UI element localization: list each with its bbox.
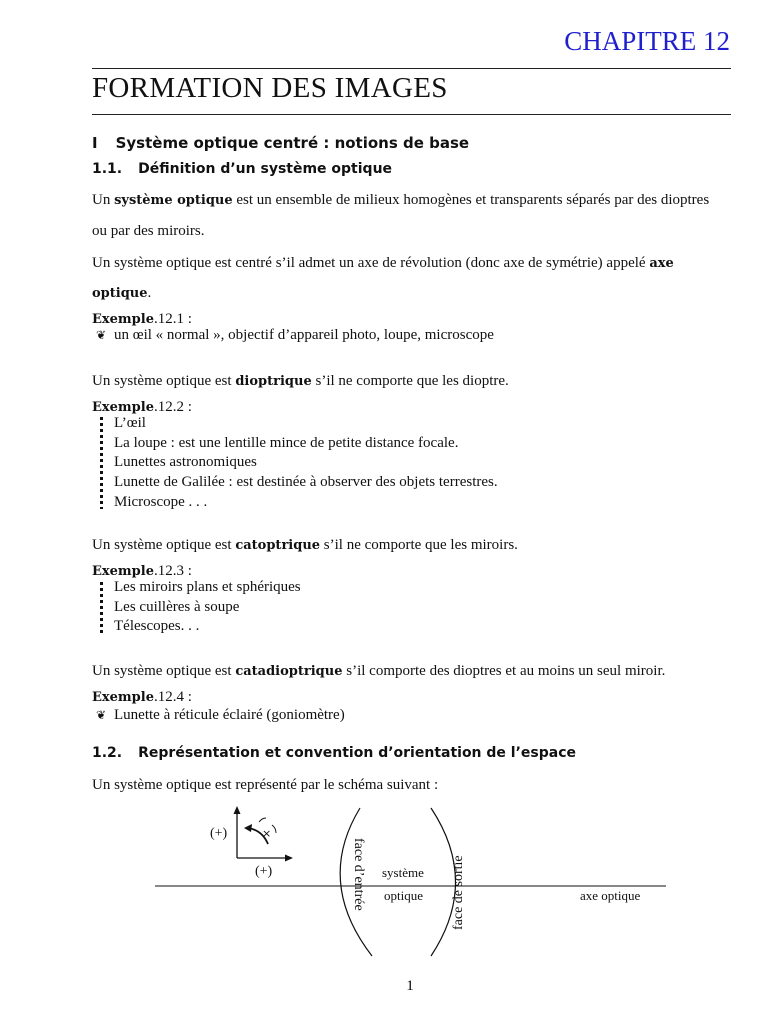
subsection-title: Représentation et convention d’orientation de l’espace bbox=[138, 745, 577, 761]
list-item bbox=[114, 473, 498, 493]
text-run: s’il ne comporte que les miroirs. bbox=[320, 537, 518, 553]
wavy-bracket-icon bbox=[100, 417, 103, 509]
example-number: .12.2 : bbox=[154, 399, 192, 415]
optical-system-diagram bbox=[0, 800, 768, 970]
list-item-text: Microscope . . . bbox=[114, 493, 208, 510]
list-item bbox=[96, 326, 494, 346]
term-dioptrique: dioptrique bbox=[235, 374, 312, 389]
example-list-12-2 bbox=[114, 414, 498, 512]
text-run: . bbox=[147, 285, 152, 301]
subsection-number: 1.1. bbox=[92, 161, 123, 177]
example-list-12-3 bbox=[114, 578, 301, 637]
subsection-number: 1.2. bbox=[92, 745, 123, 761]
subsection-title: Définition d’un système optique bbox=[138, 161, 393, 177]
example-number: .12.1 : bbox=[154, 311, 192, 327]
list-item-text: Les cuillères à soupe bbox=[114, 598, 240, 615]
example-label: Exemple bbox=[92, 564, 154, 579]
paragraph-definition bbox=[92, 192, 732, 209]
list-item bbox=[114, 434, 498, 454]
text-run: Un bbox=[92, 192, 115, 208]
text-run: s’il ne comporte que les dioptre. bbox=[311, 373, 509, 389]
subsection-heading-1-2 bbox=[92, 745, 576, 761]
term-optique: optique bbox=[92, 286, 148, 301]
angle-sign-label: × bbox=[262, 827, 272, 840]
list-item bbox=[114, 598, 301, 618]
list-item bbox=[114, 492, 498, 512]
subsection-heading-1-1 bbox=[92, 161, 392, 177]
list-item-text: Les miroirs plans et sphériques bbox=[114, 579, 301, 596]
plus-horizontal-label: (+) bbox=[255, 864, 273, 879]
arrow-right-icon bbox=[285, 855, 293, 862]
example-list-12-1 bbox=[96, 326, 494, 346]
chapter-label: CHAPITRE 12 bbox=[564, 26, 730, 56]
chapter-title: FORMATION DES IMAGES bbox=[92, 72, 448, 104]
list-item bbox=[114, 414, 498, 434]
list-item bbox=[96, 706, 345, 726]
axe-optique-label: axe optique bbox=[580, 888, 641, 903]
example-label: Exemple bbox=[92, 690, 154, 705]
leaf-bullet-icon: ❦ bbox=[96, 328, 107, 343]
list-item-text: Lunettes astronomiques bbox=[114, 454, 257, 471]
header-rule-top bbox=[92, 68, 731, 69]
term-catadioptrique: catadioptrique bbox=[235, 664, 343, 679]
term-axe: axe bbox=[649, 256, 674, 271]
section-number: I bbox=[92, 134, 98, 152]
list-item bbox=[114, 453, 498, 473]
wavy-bracket-icon bbox=[100, 582, 103, 636]
list-item-text: un œil « normal », objectif d’appareil photo, loupe, microscope bbox=[114, 327, 494, 344]
paragraph-dioptrique bbox=[92, 373, 732, 390]
example-list-12-4 bbox=[96, 706, 345, 726]
example-label: Exemple bbox=[92, 400, 154, 415]
system-label: système bbox=[382, 865, 424, 880]
example-number: .12.3 : bbox=[154, 563, 192, 579]
list-item-text: Lunette de Galilée : est destinée à observer des objets terrestres. bbox=[114, 474, 498, 491]
entry-face-label: face d’entrée bbox=[351, 838, 366, 911]
text-run: Un système optique est bbox=[92, 373, 236, 389]
page-number: 1 bbox=[406, 978, 414, 994]
exit-face-label: face de sortie bbox=[451, 855, 466, 930]
paragraph-definition-line2: ou par des miroirs. bbox=[92, 223, 205, 239]
list-item-text: Lunette à réticule éclairé (goniomètre) bbox=[114, 707, 345, 724]
list-item-text: La loupe : est une lentille mince de petite distance focale. bbox=[114, 434, 459, 451]
example-label: Exemple bbox=[92, 312, 154, 327]
paragraph-representation: Un système optique est représenté par le schéma suivant : bbox=[92, 777, 439, 793]
paragraph-catoptrique bbox=[92, 537, 732, 554]
example-heading-12-4 bbox=[92, 689, 192, 706]
leaf-bullet-icon: ❦ bbox=[96, 708, 107, 723]
paragraph-centre bbox=[92, 255, 732, 272]
list-item-text: L’œil bbox=[114, 415, 146, 432]
header-rule-bottom bbox=[92, 114, 731, 115]
text-run: Un système optique est centré s’il admet un axe de révolution (donc axe de symétrie) appelé bbox=[92, 255, 650, 271]
paragraph-centre-line2 bbox=[92, 285, 732, 302]
plus-vertical-label: (+) bbox=[210, 826, 228, 841]
curved-arrowhead-icon bbox=[244, 824, 252, 832]
arrow-up-icon bbox=[234, 806, 241, 814]
example-number: .12.4 : bbox=[154, 689, 192, 705]
text-run: est un ensemble de milieux homogènes et transparents séparés par des dioptres bbox=[232, 192, 710, 208]
text-run: Un système optique est bbox=[92, 663, 236, 679]
list-item bbox=[114, 578, 301, 598]
term-systeme-optique: système optique bbox=[114, 193, 233, 208]
list-item-text: Télescopes. . . bbox=[114, 618, 200, 635]
paragraph-catadioptrique bbox=[92, 663, 732, 680]
text-run: s’il comporte des dioptres et au moins un seul miroir. bbox=[342, 663, 666, 679]
list-item bbox=[114, 617, 301, 637]
section-title: Système optique centré : notions de base bbox=[115, 134, 470, 152]
optique-label: optique bbox=[384, 888, 423, 903]
text-run: Un système optique est bbox=[92, 537, 236, 553]
term-catoptrique: catoptrique bbox=[235, 538, 321, 553]
section-heading bbox=[92, 134, 469, 152]
